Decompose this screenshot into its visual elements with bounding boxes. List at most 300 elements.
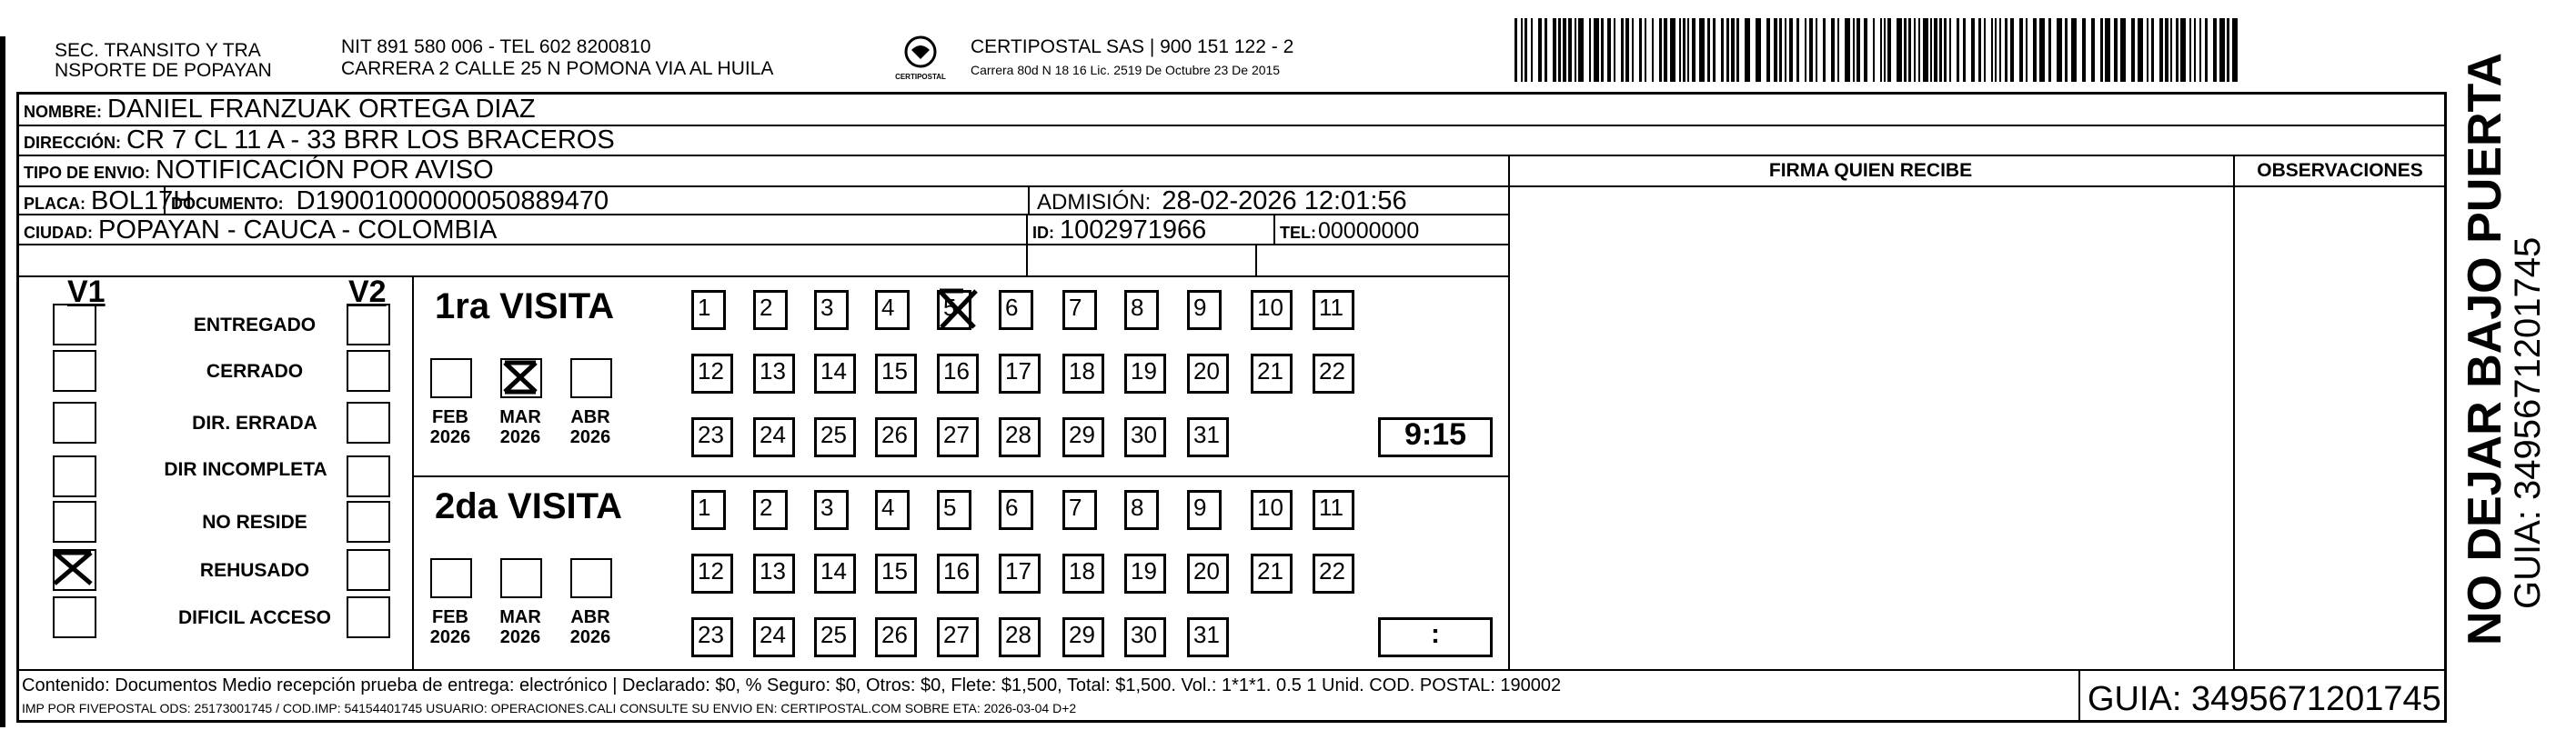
v1-checkbox-6[interactable] [53, 596, 96, 638]
status-label-1: CERRADO [206, 361, 304, 382]
barcode-bar [1538, 18, 1542, 82]
day-number: 11 [1319, 494, 1343, 521]
visit-1-day-24[interactable] [753, 417, 795, 457]
barcode-bar [2232, 18, 2238, 82]
visit-1-day-4[interactable] [875, 290, 910, 330]
barcode-bar [1726, 18, 1729, 82]
barcode-bar [1939, 18, 1942, 82]
visit-1-month-label-1 [493, 407, 548, 447]
day-number: 1 [698, 494, 711, 521]
day-number: 6 [1005, 294, 1019, 321]
visit-2-day-16[interactable] [937, 554, 979, 594]
barcode-bar [1816, 18, 1817, 82]
recipient-name-row [24, 95, 536, 125]
barcode-bar [1785, 18, 1786, 82]
day-number: 10 [1257, 294, 1283, 321]
footer-print-info: IMP POR FIVEPOSTAL ODS: 25173001745 / COD.IMP: 54154401745 USUARIO: OPERACIONES.CALI CONSULTE SU ENVIO EN: CERTIPOSTAL.COM SOBRE ETA: 2026-03-04 D+2 [22, 701, 1077, 715]
barcode-bar [1831, 18, 1835, 82]
day-number: 18 [1069, 357, 1095, 385]
visit-2-day-9[interactable] [1187, 490, 1222, 530]
visit-1-day-1[interactable] [691, 290, 726, 330]
barcode-bar [1645, 18, 1646, 82]
v2-label: V2 [348, 275, 387, 309]
barcode-bar [1887, 18, 1891, 82]
barcode-bar [1594, 18, 1599, 82]
day-number: 15 [881, 557, 908, 585]
barcode-bar [1683, 18, 1685, 82]
barcode-bar [1692, 18, 1696, 82]
v2-checkbox-2[interactable] [347, 402, 390, 444]
visit-1-day-29[interactable] [1062, 417, 1104, 457]
visit-1-day-3[interactable] [814, 290, 849, 330]
observations-header: OBSERVACIONES [2257, 160, 2423, 181]
barcode-bar [2082, 18, 2086, 82]
plate-value: BOL17H [91, 186, 193, 215]
visit-2-day-2[interactable] [753, 490, 788, 530]
shipment-type-row [24, 155, 494, 185]
barcode-bar [2165, 18, 2168, 82]
day-number: 16 [943, 357, 970, 385]
recipient-address: CR 7 CL 11 A - 33 BRR LOS BRACEROS [126, 125, 615, 155]
visit-2-day-25[interactable] [814, 617, 856, 657]
day-number: 30 [1131, 621, 1157, 648]
visit-2-day-12[interactable] [691, 554, 733, 594]
day-number: 20 [1193, 357, 1220, 385]
day-number: 10 [1257, 494, 1283, 521]
barcode-bar [1601, 18, 1604, 82]
day-number: 28 [1005, 621, 1031, 648]
logo-text: CERTIPOSTAL [895, 73, 946, 81]
visit-1-day-8[interactable] [1124, 290, 1159, 330]
month-year: 2026 [569, 427, 611, 447]
barcode-bar [2170, 18, 2172, 82]
barcode-bar [1949, 18, 1951, 82]
visit-1-day-21[interactable] [1251, 354, 1293, 394]
name-label: NOMBRE: [24, 103, 102, 121]
barcode-bar [1873, 18, 1875, 82]
admission-row [1037, 186, 1407, 216]
barcode-bar [2138, 18, 2143, 82]
barcode-bar [2105, 18, 2110, 82]
month-name: ABR [570, 407, 610, 427]
visit-2-day-15[interactable] [875, 554, 917, 594]
day-number: 20 [1193, 557, 1220, 585]
day-number: 16 [943, 557, 970, 585]
month-name: FEB [432, 607, 468, 627]
day-number: 8 [1131, 294, 1144, 321]
barcode-bar [1514, 18, 1517, 82]
barcode [1514, 18, 2238, 82]
visit-title-1: 1ra VISITA [435, 286, 615, 326]
visit-1-day-2[interactable] [753, 290, 788, 330]
barcode-bar [1923, 18, 1928, 82]
visit-2-day-26[interactable] [875, 617, 917, 657]
barcode-bar [2151, 18, 2154, 82]
day-number: 2 [760, 294, 773, 321]
barcode-bar [1575, 18, 1576, 82]
visit-title-2: 2da VISITA [435, 486, 622, 526]
sender-line-2: NSPORTE DE POPAYAN [55, 60, 272, 81]
visit-1-day-11[interactable] [1313, 290, 1354, 330]
visit-2-day-22[interactable] [1313, 554, 1354, 594]
v2-checkbox-6[interactable] [347, 596, 390, 638]
visit-2-day-8[interactable] [1124, 490, 1159, 530]
month-year: 2026 [499, 627, 541, 647]
visit-2-day-27[interactable] [937, 617, 979, 657]
day-number: 28 [1005, 421, 1031, 448]
day-number: 22 [1319, 357, 1345, 385]
barcode-bar [1713, 18, 1716, 82]
address-label: DIRECCIÓN: [24, 134, 121, 152]
visit-1-day-16[interactable] [937, 354, 979, 394]
carrier-name: CERTIPOSTAL SAS | 900 151 122 - 2 [971, 36, 1294, 57]
day-number: 29 [1069, 621, 1095, 648]
month-year: 2026 [429, 427, 471, 447]
visit-2-day-24[interactable] [753, 617, 795, 657]
day-number: 12 [698, 357, 724, 385]
v1-checkbox-0[interactable] [53, 304, 96, 345]
barcode-bar [2039, 18, 2045, 82]
day-number: 27 [943, 421, 970, 448]
visit-1-day-25[interactable] [814, 417, 856, 457]
barcode-bar [1918, 18, 1920, 82]
sender-address: CARRERA 2 CALLE 25 N POMONA VIA AL HUILA [341, 58, 774, 79]
barcode-bar [1553, 18, 1556, 82]
visit-2-month-label-0 [423, 607, 478, 647]
visit-2-day-21[interactable] [1251, 554, 1293, 594]
visit-2-month-checkbox-1[interactable] [500, 558, 542, 598]
id-row [1032, 215, 1206, 245]
day-number: 27 [943, 621, 970, 648]
barcode-bar [1914, 18, 1916, 82]
month-year: 2026 [499, 427, 541, 447]
month-name: ABR [570, 607, 610, 627]
visit-1-day-26[interactable] [875, 417, 917, 457]
day-number: 18 [1069, 557, 1095, 585]
visit-2-day-13[interactable] [753, 554, 795, 594]
barcode-bar [1884, 18, 1886, 82]
barcode-bar [1789, 18, 1793, 82]
day-number: 17 [1005, 357, 1031, 385]
visit-1-day-15[interactable] [875, 354, 917, 394]
day-number: 19 [1131, 357, 1157, 385]
month-name: MAR [499, 407, 541, 427]
barcode-bar [2189, 18, 2191, 82]
id-value: 1002971966 [1060, 215, 1207, 245]
visit-2-day-17[interactable] [999, 554, 1041, 594]
day-number: 17 [1005, 557, 1031, 585]
day-number: 21 [1257, 357, 1283, 385]
day-number: 21 [1257, 557, 1283, 585]
barcode-bar [1957, 18, 1959, 82]
visit-1-day-18[interactable] [1062, 354, 1104, 394]
barcode-bar [1837, 18, 1839, 82]
day-number: 24 [760, 621, 786, 648]
visit-2-day-10[interactable] [1251, 490, 1293, 530]
visit-1-month-checkbox-0[interactable] [430, 358, 472, 398]
day-number: 31 [1193, 421, 1220, 448]
barcode-bar [1756, 18, 1761, 82]
barcode-bar [2033, 18, 2037, 82]
visit-2-day-11[interactable] [1313, 490, 1354, 530]
visit-1-day-10[interactable] [1251, 290, 1293, 330]
tel-value: 00000000 [1318, 218, 1420, 244]
v1-label: V1 [67, 275, 106, 309]
barcode-bar [1659, 18, 1662, 82]
visit-1-day-22[interactable] [1313, 354, 1354, 394]
visit-1-day-17[interactable] [999, 354, 1041, 394]
barcode-bar [1857, 18, 1860, 82]
v2-checkbox-3[interactable] [347, 455, 390, 497]
barcode-bar [2213, 18, 2217, 82]
barcode-bar [1845, 18, 1850, 82]
day-number: 31 [1193, 621, 1220, 648]
barcode-bar [1930, 18, 1932, 82]
barcode-bar [1934, 18, 1937, 82]
visit-1-month-checkbox-2[interactable] [570, 358, 612, 398]
day-number: 19 [1131, 557, 1157, 585]
day-number: 1 [698, 294, 711, 321]
barcode-bar [1699, 18, 1705, 82]
barcode-bar [1558, 18, 1561, 82]
barcode-bar [2194, 18, 2196, 82]
visit-1-day-14[interactable] [814, 354, 856, 394]
v1-checkbox-5[interactable] [53, 549, 96, 591]
visit-2-time-field[interactable]: : [1378, 617, 1493, 657]
visit-1-day-28[interactable] [999, 417, 1041, 457]
v2-checkbox-1[interactable] [347, 350, 390, 392]
barcode-bar [1971, 18, 1975, 82]
barcode-bar [1664, 18, 1667, 82]
barcode-bar [1864, 18, 1867, 82]
visit-2-day-31[interactable] [1187, 617, 1229, 657]
visit-1-day-9[interactable] [1187, 290, 1222, 330]
visit-2-day-28[interactable] [999, 617, 1041, 657]
id-label: ID: [1032, 224, 1054, 242]
barcode-bar [2100, 18, 2103, 82]
barcode-bar [1521, 18, 1523, 82]
visit-1-day-23[interactable] [691, 417, 733, 457]
visit-1-day-13[interactable] [753, 354, 795, 394]
barcode-bar [1625, 18, 1629, 82]
visit-1-day-31[interactable] [1187, 417, 1229, 457]
visit-1-day-6[interactable] [999, 290, 1033, 330]
barcode-bar [1991, 18, 1993, 82]
visit-2-day-7[interactable] [1062, 490, 1097, 530]
month-name: MAR [499, 607, 541, 627]
day-number: 3 [820, 294, 834, 321]
certipostal-logo [893, 32, 948, 82]
barcode-bar [1963, 18, 1966, 82]
type-label: TIPO DE ENVIO: [24, 164, 151, 182]
document-row [171, 186, 609, 216]
barcode-bar [2219, 18, 2225, 82]
sender-nit: NIT 891 580 006 - TEL 602 8200810 [341, 36, 651, 57]
barcode-bar [1707, 18, 1710, 82]
visit-2-day-5[interactable] [937, 490, 971, 530]
month-name: FEB [432, 407, 468, 427]
barcode-bar [2010, 18, 2014, 82]
status-label-5: REHUSADO [199, 560, 310, 581]
footer-guia: GUIA: 3495671201745 [2088, 680, 2441, 718]
day-number: 5 [943, 294, 957, 321]
side-guia: GUIA: 3495671201745 [2508, 236, 2548, 609]
day-number: 23 [698, 421, 724, 448]
day-number: 25 [820, 621, 847, 648]
barcode-bar [1670, 18, 1675, 82]
visit-2-day-6[interactable] [999, 490, 1033, 530]
visit-2-day-4[interactable] [875, 490, 910, 530]
barcode-bar [1978, 18, 1981, 82]
status-label-3: DIR INCOMPLETA [164, 459, 327, 480]
day-number: 26 [881, 621, 908, 648]
visit-2-day-30[interactable] [1124, 617, 1166, 657]
plate-label: PLACA: [24, 195, 86, 213]
city-row [24, 215, 497, 245]
visit-2-month-label-2 [563, 607, 618, 647]
barcode-bar [1766, 18, 1770, 82]
barcode-bar [2071, 18, 2077, 82]
day-number: 14 [820, 557, 847, 585]
day-cross-mark [936, 287, 980, 331]
visit-2-day-23[interactable] [691, 617, 733, 657]
visit-2-day-19[interactable] [1124, 554, 1166, 594]
day-number: 3 [820, 494, 834, 521]
barcode-bar [2120, 18, 2126, 82]
barcode-bar [1805, 18, 1806, 82]
day-number: 9 [1193, 294, 1207, 321]
day-number: 12 [698, 557, 724, 585]
footer-contents: Contenido: Documentos Medio recepción prueba de entrega: electrónico | Declarado: $0, % Seguro: $0, Otros: $0, Flete: $1,500, Total: $1,500. Vol.: 1*1*1. 0.5 1 Unid. COD. POSTAL: 190002 [22, 675, 1562, 695]
barcode-bar [2065, 18, 2068, 82]
barcode-bar [1731, 18, 1735, 82]
day-number: 2 [760, 494, 773, 521]
status-label-0: ENTREGADO [193, 315, 317, 335]
barcode-bar [1621, 18, 1624, 82]
barcode-bar [2057, 18, 2062, 82]
recipient-address-row [24, 125, 615, 155]
visit-1-day-5[interactable] [937, 290, 971, 330]
barcode-bar [2005, 18, 2007, 82]
visit-1-month-label-0 [423, 407, 478, 447]
v2-checkbox-4[interactable] [347, 501, 390, 543]
visit-1-month-checkbox-1[interactable] [500, 358, 542, 398]
barcode-bar [1607, 18, 1611, 82]
visit-2-day-14[interactable] [814, 554, 856, 594]
visit-1-day-30[interactable] [1124, 417, 1166, 457]
barcode-bar [1779, 18, 1782, 82]
barcode-bar [1853, 18, 1855, 82]
barcode-bar [1880, 18, 1882, 82]
tel-label: TEL: [1280, 224, 1316, 242]
visit-1-day-20[interactable] [1187, 354, 1229, 394]
month-year: 2026 [429, 627, 471, 647]
admission-value: 28-02-2026 12:01:56 [1162, 186, 1407, 215]
barcode-bar [1774, 18, 1777, 82]
barcode-bar [2180, 18, 2186, 82]
visit-2-month-label-1 [493, 607, 548, 647]
barcode-bar [2199, 18, 2201, 82]
barcode-bar [2114, 18, 2118, 82]
barcode-bar [2131, 18, 2135, 82]
visit-2-day-18[interactable] [1062, 554, 1104, 594]
barcode-bar [1687, 18, 1689, 82]
visit-1-day-19[interactable] [1124, 354, 1166, 394]
barcode-bar [1639, 18, 1642, 82]
barcode-bar [1721, 18, 1724, 82]
visit-1-day-27[interactable] [937, 417, 979, 457]
status-label-4: NO RESIDE [202, 512, 307, 533]
day-number: 23 [698, 621, 724, 648]
barcode-bar [1545, 18, 1547, 82]
v1-checkbox-2[interactable] [53, 402, 96, 444]
barcode-bar [1908, 18, 1911, 82]
v1-checkbox-4[interactable] [53, 501, 96, 543]
barcode-bar [1809, 18, 1813, 82]
barcode-bar [1736, 18, 1739, 82]
v1-checkbox-1[interactable] [53, 350, 96, 392]
day-number: 11 [1319, 294, 1343, 321]
shipment-type: NOTIFICACIÓN POR AVISO [156, 155, 494, 185]
visit-2-day-3[interactable] [814, 490, 849, 530]
barcode-bar [1796, 18, 1799, 82]
barcode-bar [1563, 18, 1566, 82]
barcode-bar [2147, 18, 2148, 82]
visit-1-day-7[interactable] [1062, 290, 1097, 330]
v2-checkbox-5[interactable] [347, 549, 390, 591]
barcode-bar [1999, 18, 2001, 82]
document-value: D19001000000050889470 [296, 186, 609, 215]
v1-checkbox-3[interactable] [53, 455, 96, 497]
day-number: 15 [881, 357, 908, 385]
day-number: 14 [820, 357, 847, 385]
day-number: 30 [1131, 421, 1157, 448]
plate-row [24, 186, 192, 216]
barcode-bar [2176, 18, 2179, 82]
sender-line-1: SEC. TRANSITO Y TRA [55, 40, 261, 61]
barcode-bar [1679, 18, 1681, 82]
visit-2-day-1[interactable] [691, 490, 726, 530]
day-number: 22 [1319, 557, 1345, 585]
day-number: 24 [760, 421, 786, 448]
day-number: 7 [1069, 494, 1082, 521]
city-label: CIUDAD: [24, 224, 93, 242]
status-label-6: DIFICIL ACCESO [177, 607, 331, 628]
visit-2-day-20[interactable] [1187, 554, 1229, 594]
visit-2-month-checkbox-0[interactable] [430, 558, 472, 598]
barcode-bar [2091, 18, 2095, 82]
visit-1-time-field[interactable]: 9:15 [1378, 417, 1493, 457]
document-label: DOCUMENTO: [171, 195, 284, 213]
tel-row [1280, 218, 1419, 245]
barcode-bar [1589, 18, 1591, 82]
barcode-bar [1995, 18, 1997, 82]
barcode-bar [1632, 18, 1634, 82]
visit-2-month-checkbox-2[interactable] [570, 558, 612, 598]
day-number: 13 [760, 557, 786, 585]
barcode-bar [1897, 18, 1902, 82]
visit-1-day-12[interactable] [691, 354, 733, 394]
day-number: 9 [1193, 494, 1207, 521]
barcode-bar [1745, 18, 1750, 82]
day-number: 7 [1069, 294, 1082, 321]
barcode-bar [1614, 18, 1615, 82]
v2-checkbox-0[interactable] [347, 304, 390, 345]
barcode-bar [1652, 18, 1654, 82]
visit-2-day-29[interactable] [1062, 617, 1104, 657]
barcode-bar [2026, 18, 2028, 82]
barcode-bar [1524, 18, 1527, 82]
